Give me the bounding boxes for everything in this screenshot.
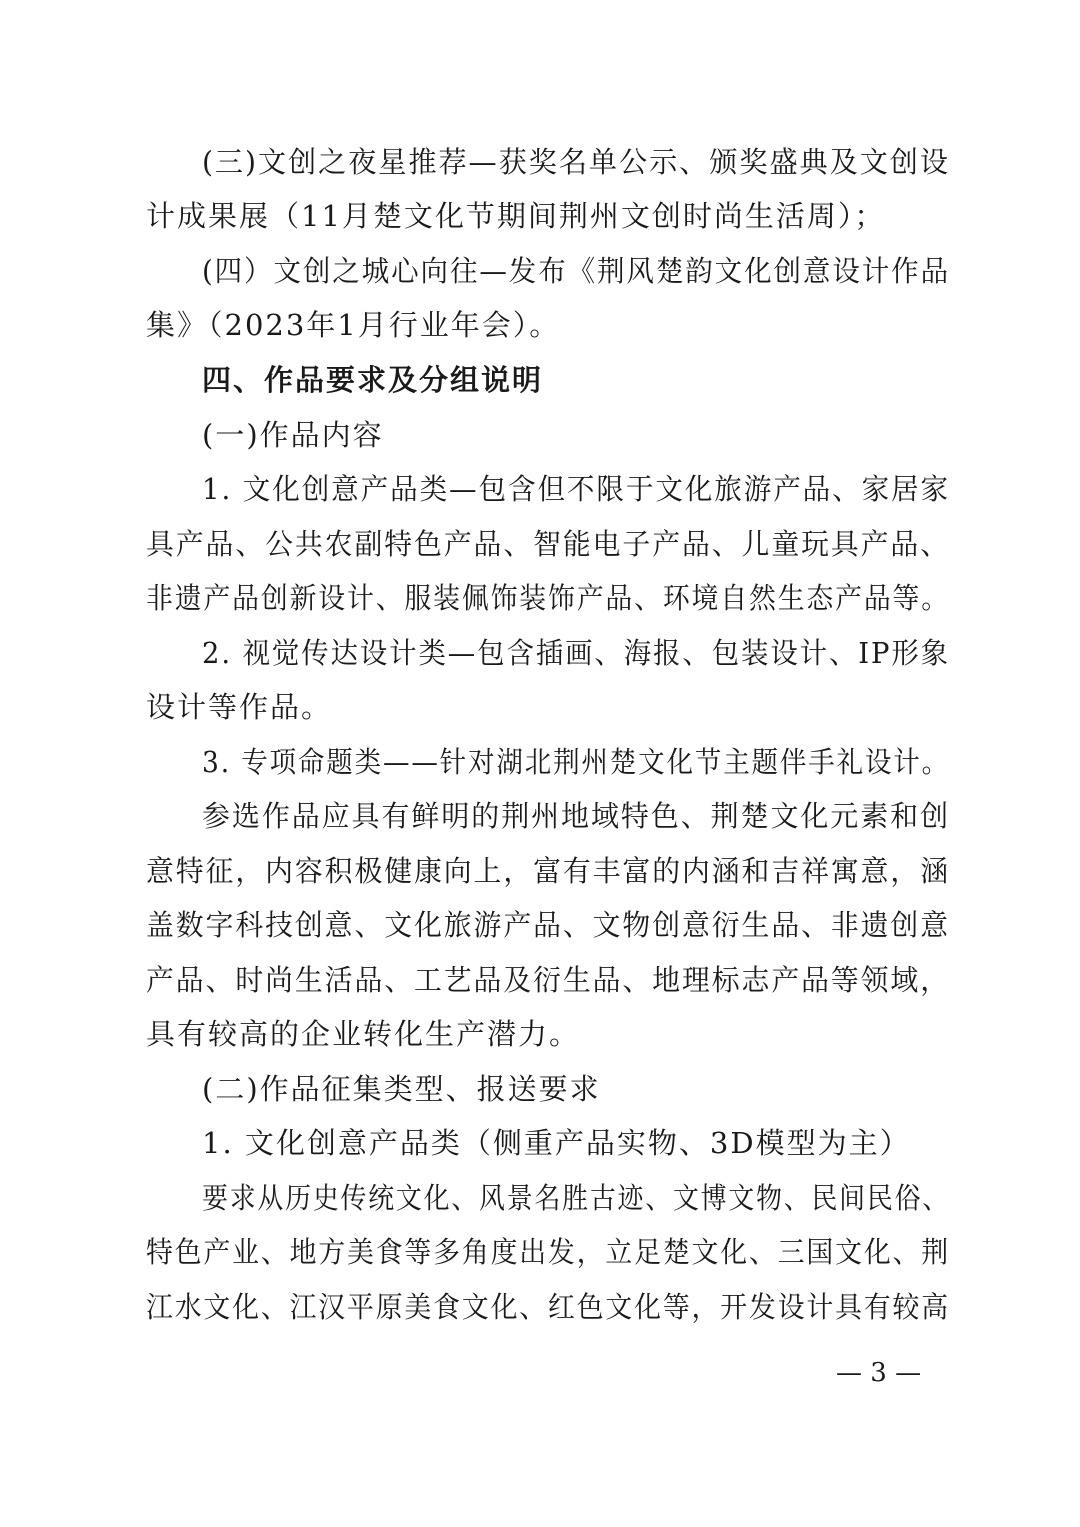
- paragraph-line: 2. 视觉传达设计类—包含插画、海报、包装设计、IP形象: [202, 636, 950, 670]
- paragraph-line: 具有较高的企业转化生产潜力。: [146, 1017, 581, 1051]
- paragraph-line: 集》（2023年1月行业年会）。: [146, 308, 561, 342]
- subsection-heading: (一)作品内容: [202, 418, 384, 452]
- paragraph-line: 意特征，内容积极健康向上，富有丰富的内涵和吉祥寓意，涵: [146, 854, 950, 888]
- paragraph-line: 参选作品应具有鲜明的荆州地域特色、荆楚文化元素和创: [202, 799, 950, 833]
- paragraph-line: (三)文创之夜星推荐—获奖名单公示、颁奖盛典及文创设: [202, 145, 950, 179]
- section-heading: 四、作品要求及分组说明: [202, 363, 544, 397]
- paragraph-line: 具产品、公共农副特色产品、智能电子产品、儿童玩具产品、: [146, 527, 950, 561]
- paragraph-line: 盖数字科技创意、文化旅游产品、文物创意衍生品、非遗创意: [146, 908, 950, 942]
- paragraph-line: 江水文化、江汉平原美食文化、红色文化等，开发设计具有较高: [146, 1290, 950, 1324]
- paragraph-line: 计成果展（11月楚文化节期间荆州文创时尚生活周）；: [146, 199, 886, 233]
- paragraph-line: 产品、时尚生活品、工艺品及衍生品、地理标志产品等领域，: [146, 963, 950, 997]
- paragraph-line: 1. 文化创意产品类—包含但不限于文化旅游产品、家居家: [202, 472, 950, 506]
- paragraph-line: 非遗产品创新设计、服装佩饰装饰产品、环境自然生态产品等。: [146, 581, 950, 615]
- paragraph-line: 设计等作品。: [146, 690, 333, 724]
- paragraph-line: 特色产业、地方美食等多角度出发，立足楚文化、三国文化、荆: [146, 1235, 950, 1269]
- subsection-heading: (二)作品征集类型、报送要求: [202, 1072, 601, 1106]
- paragraph-line: 3. 专项命题类——针对湖北荆州楚文化节主题伴手礼设计。: [202, 745, 950, 779]
- page-number: — 3 —: [836, 1358, 922, 1388]
- paragraph-line: 1. 文化创意产品类（侧重产品实物、3D模型为主）: [202, 1126, 911, 1160]
- paragraph-line: 要求从历史传统文化、风景名胜古迹、文博文物、民间民俗、: [202, 1181, 950, 1215]
- paragraph-line: (四）文创之城心向往—发布《荆风楚韵文化创意设计作品: [202, 254, 950, 288]
